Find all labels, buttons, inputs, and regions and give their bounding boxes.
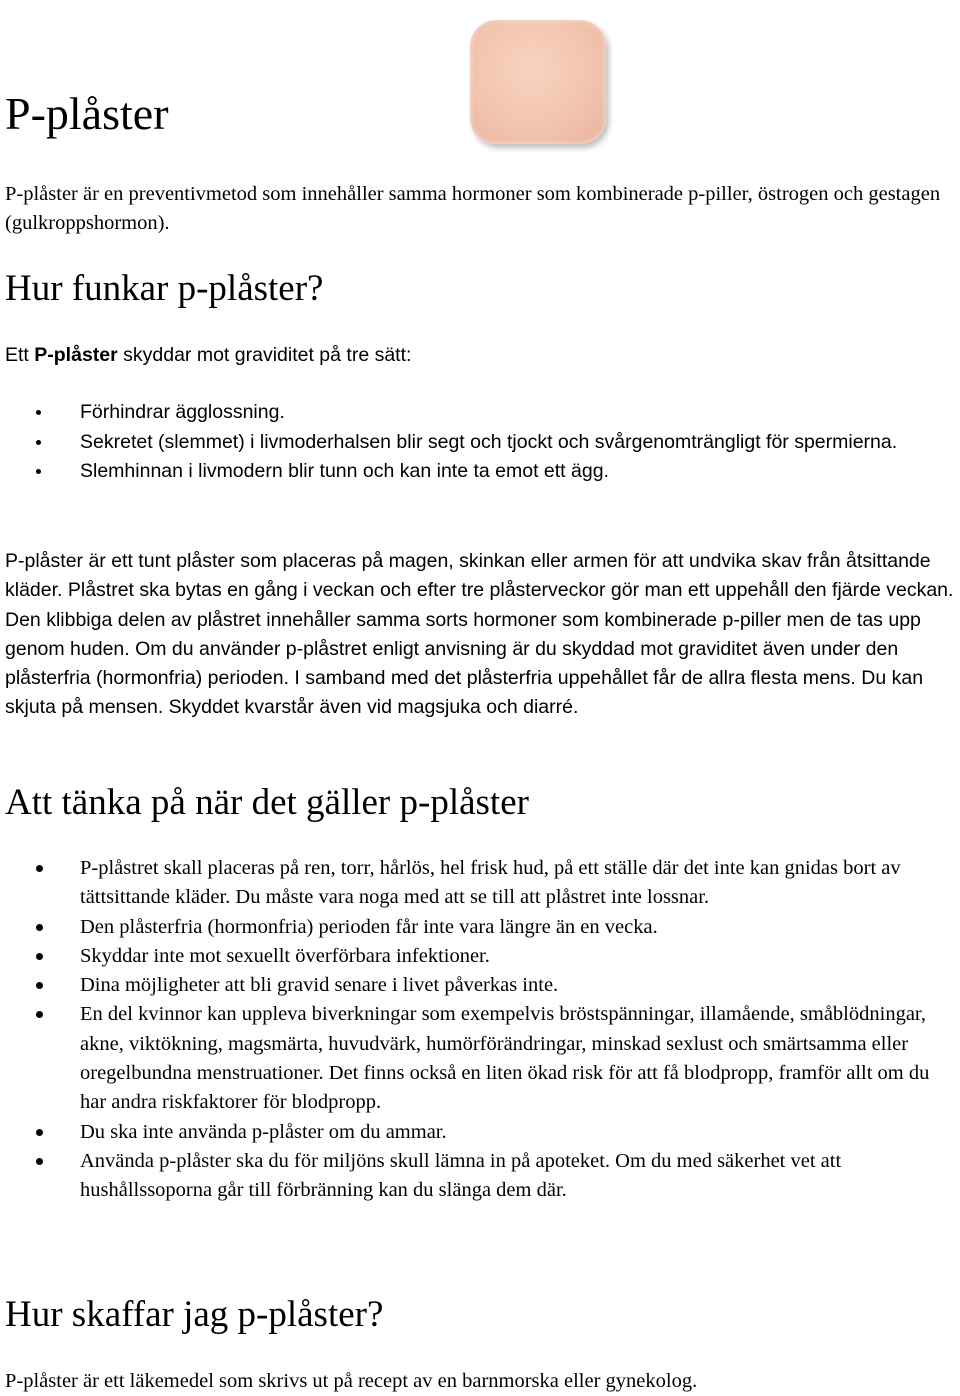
list-item: Dina möjligheter att bli gravid senare i livet påverkas inte. xyxy=(0,971,958,1000)
how-it-works-lead xyxy=(5,341,957,370)
list-item: Förhindrar ägglossning. xyxy=(0,398,958,428)
list-item: Den plåsterfria (hormonfria) perioden får inte vara längre än en vecka. xyxy=(0,913,958,942)
list-item: En del kvinnor kan uppleva biverkningar som exempelvis bröstspänningar, illamående, småblödningar, akne, viktökning, magsmärta, huvudvärk, humörförändringar, minskad sexlust och smärtsamma eller oregelbundna menstruationer. Det finns också en liten ökad risk för att få blodpropp, framför allt om du har andra riskfaktorer för blodpropp. xyxy=(0,1000,958,1117)
lead-bold-term: P-plåster xyxy=(34,344,118,366)
mechanism-list xyxy=(0,398,960,487)
intro-paragraph: P-plåster är en preventivmetod som innehåller samma hormoner som kombinerade p-piller, östrogen och gestagen (gulkroppshormon). xyxy=(5,183,941,235)
list-item: Skyddar inte mot sexuellt överförbara infektioner. xyxy=(0,942,958,971)
list-item: P-plåstret skall placeras på ren, torr, hårlös, hel frisk hud, på ett ställe där det inte kan gnidas bort av tättsittande kläder. Du måste vara noga med att se till att plåstret inte lossnar. xyxy=(0,854,958,913)
section-heading-considerations: Att tänka på när det gäller p-plåster xyxy=(5,782,529,823)
list-item: Använda p-plåster ska du för miljöns skull lämna in på apoteket. Om du med säkerhet vet att hushållssoporna går till förbränning kan du slänga dem där. xyxy=(0,1147,958,1206)
how-to-get-paragraph: P-plåster är ett läkemedel som skrivs ut på recept av en barnmorska eller gynekolog. xyxy=(5,1370,698,1392)
considerations-list xyxy=(0,854,960,1206)
contraceptive-patch-image xyxy=(470,20,606,144)
lead-suffix: skyddar mot graviditet på tre sätt: xyxy=(117,344,412,366)
lead-prefix: Ett xyxy=(5,344,35,366)
list-item: Slemhinnan i livmodern blir tunn och kan inte ta emot ett ägg. xyxy=(0,457,958,487)
list-item: Du ska inte använda p-plåster om du ammar. xyxy=(0,1118,958,1147)
list-item: Sekretet (slemmet) i livmoderhalsen blir segt och tjockt och svårgenomträngligt för spermierna. xyxy=(0,428,958,458)
section-heading-how-to-get: Hur skaffar jag p-plåster? xyxy=(5,1294,384,1335)
how-it-works-body: P-plåster är ett tunt plåster som placeras på magen, skinkan eller armen för att undvika skav från åtsittande kläder. Plåstret ska bytas en gång i veckan och efter tre plåsterveckor gör man ett uppehåll den fjärde veckan. Den klibbiga delen av plåstret innehåller samma sorts hormoner som kombinerade p-piller men de tas upp genom huden. Om du använder p-plåstret enligt anvisning är du skyddad mot graviditet även under den plåsterfria (hormonfria) perioden. I samband med det plåsterfria uppehållet får de allra flesta mens. Du kan skjuta på mensen. Skyddet kvarstår även vid magsjuka och diarré. xyxy=(5,550,954,719)
section-heading-how-it-works: Hur funkar p-plåster? xyxy=(5,268,324,309)
page-title: P-plåster xyxy=(5,88,169,139)
